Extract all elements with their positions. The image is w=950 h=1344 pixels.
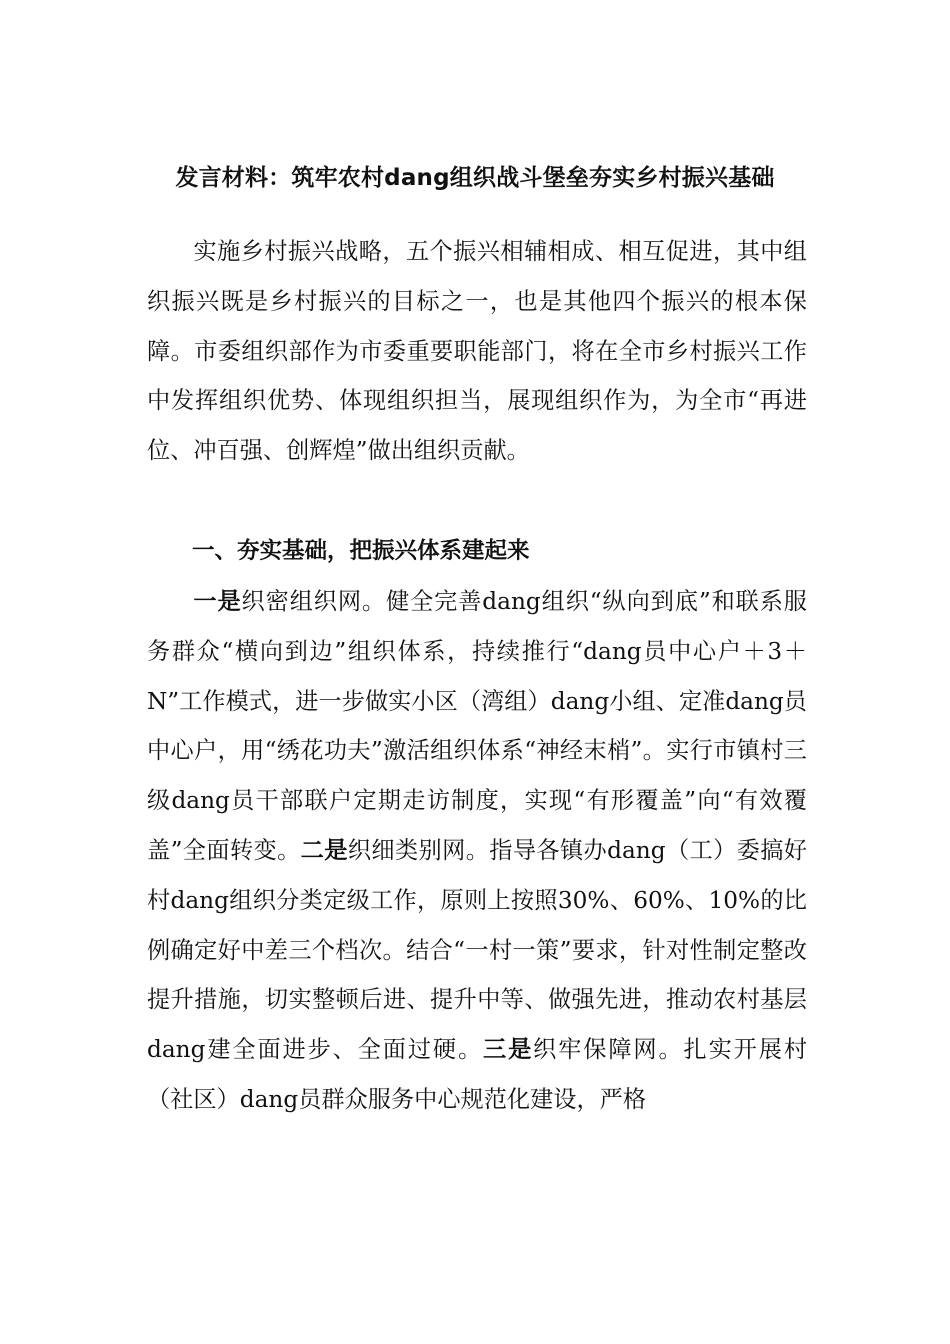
point-lead-3: 三是 xyxy=(483,1036,534,1064)
intro-paragraph: 实施乡村振兴战略，五个振兴相辅相成、相互促进，其中组织振兴既是乡村振兴的目标之一，也是其他四个振兴的根本保障。市委组织部作为市委重要职能部门，将在全市乡村振兴工作中发挥组织优势、体现组织担当，展现组织作为，为全市“再进位、冲百强、创辉煌”做出组织贡献。 xyxy=(147,238,807,465)
section-paragraph-block xyxy=(147,577,807,1125)
section-paragraph xyxy=(147,577,807,1125)
intro-paragraph-block xyxy=(147,227,807,476)
point-lead-2: 二是 xyxy=(300,836,348,864)
point-text-3: 织牢保障网。扎实开展村（社区）dang员群众服务中心规范化建设，严格 xyxy=(147,1036,808,1113)
point-lead-1: 一是 xyxy=(193,588,242,615)
point-text-1: 织密组织网。健全完善dang组织“纵向到底”和联系服务群众“横向到边”组织体系，持续推行“dang员中心户＋3＋N”工作模式，进一步做实小区（湾组）dang小组、定准dang员中心户，用“绣花功夫”激活组织体系“神经末梢”。实行市镇村三级dang员干部联户定期走访制度，实现“有形覆盖”向“有效覆盖”全面转变。 xyxy=(147,588,807,864)
point-text-2: 织细类别网。指导各镇办dang（工）委搞好村dang组织分类定级工作，原则上按照30%、60%、10%的比例确定好中差三个档次。结合“一村一策”要求，针对性制定整改提升措施，切实整顿后进、提升中等、做强先进，推动农村基层dang建全面进步、全面过硬。 xyxy=(147,836,807,1064)
document-title: 发言材料：筑牢农村dang组织战斗堡垒夯实乡村振兴基础 xyxy=(175,165,775,191)
section-heading: 一、夯实基础，把振兴体系建起来 xyxy=(192,538,530,564)
